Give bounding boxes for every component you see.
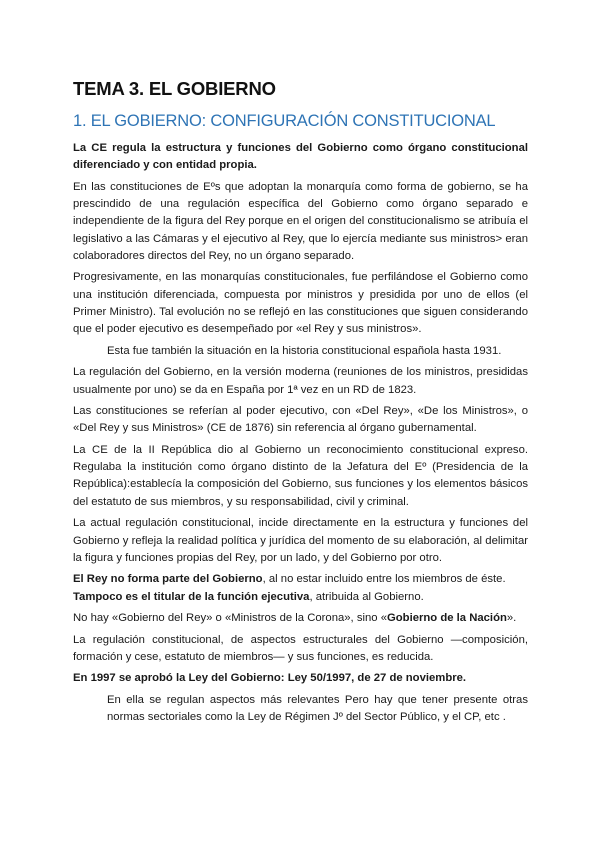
- body-text: [73, 140, 528, 731]
- paragraph-intro: La CE regula la estructura y funciones del Gobierno como órgano constitucional diferenciado y con entidad propia.: [73, 142, 528, 172]
- paragraph: En las constituciones de Eºs que adoptan la monarquía como forma de gobierno, se ha prescindido de una regulación específica del Gobierno como órgano separado e independiente de la figura del Rey porque en el origen del constitucionalismo se atribuía el legislativo a las Cámaras y el ejecutivo al Rey, que lo ejercía mediante sus ministros> eran colaboradores directos del Rey, no un órgano separado.: [73, 180, 528, 262]
- section-heading: 1. EL GOBIERNO: CONFIGURACIÓN CONSTITUCIONAL: [73, 112, 496, 130]
- text: , atribuida al Gobierno.: [309, 590, 424, 603]
- paragraph: La regulación del Gobierno, en la versión moderna (reuniones de los ministros, presididas usualmente por uno) se da en España por 1ª vez en un RD de 1823.: [73, 366, 528, 396]
- paragraph-nacion: [73, 610, 528, 627]
- text: , al no estar incluido entre los miembros de éste.: [262, 573, 506, 586]
- text: No hay «Gobierno del Rey» o «Ministros de la Corona», sino «: [73, 612, 387, 625]
- paragraph-ley: En 1997 se aprobó la Ley del Gobierno: Ley 50/1997, de 27 de noviembre.: [73, 672, 467, 685]
- paragraph-indented: En ella se regulan aspectos más relevantes Pero hay que tener presente otras normas sectoriales como la Ley de Régimen Jº del Sector Público, y el CP, etc .: [107, 693, 528, 724]
- bold-text: Gobierno de la Nación: [386, 612, 507, 625]
- text: ».: [506, 612, 517, 625]
- bold-text: Tampoco es el titular de la función ejecutiva: [73, 590, 310, 603]
- page-title: TEMA 3. EL GOBIERNO: [73, 78, 276, 99]
- paragraph-rey: [73, 571, 528, 606]
- paragraph: La CE de la II República dio al Gobierno un reconocimiento constitucional expreso. Regulaba la institución como órgano distinto de la Jefatura del Eº (Presidencia de la República):establecía la composición del Gobierno, sus funciones y los elementos básicos del estatuto de sus miembros, y su responsabilidad, civil y criminal.: [73, 443, 528, 508]
- paragraph: La regulación constitucional, de aspectos estructurales del Gobierno —composición, formación y cese, estatuto de miembros— y sus funciones, es reducida.: [73, 633, 528, 663]
- paragraph: Las constituciones se referían al poder ejecutivo, con «Del Rey», «De los Ministros», o «Del Rey y sus Ministros» (CE de 1876) sin referencia al órgano gubernamental.: [73, 405, 528, 435]
- paragraph-indented: Esta fue también la situación en la historia constitucional española hasta 1931.: [107, 344, 502, 357]
- bold-text: El Rey no forma parte del Gobierno: [73, 573, 263, 586]
- paragraph: La actual regulación constitucional, incide directamente en la estructura y funciones del Gobierno y refleja la realidad política y jurídica del momento de su elaboración, al delimitar la figura y funciones propias del Rey, por un lado, y del Gobierno por otro.: [73, 517, 528, 564]
- paragraph: Progresivamente, en las monarquías constitucionales, fue perfilándose el Gobierno como una institución diferenciada, compuesta por ministros y presidida por uno de ellos (el Primer Ministro). Tal evolución no se reflejó en las constituciones que siguen considerando que el poder ejecutivo es desempeñado por «el Rey y sus ministros».: [73, 271, 528, 336]
